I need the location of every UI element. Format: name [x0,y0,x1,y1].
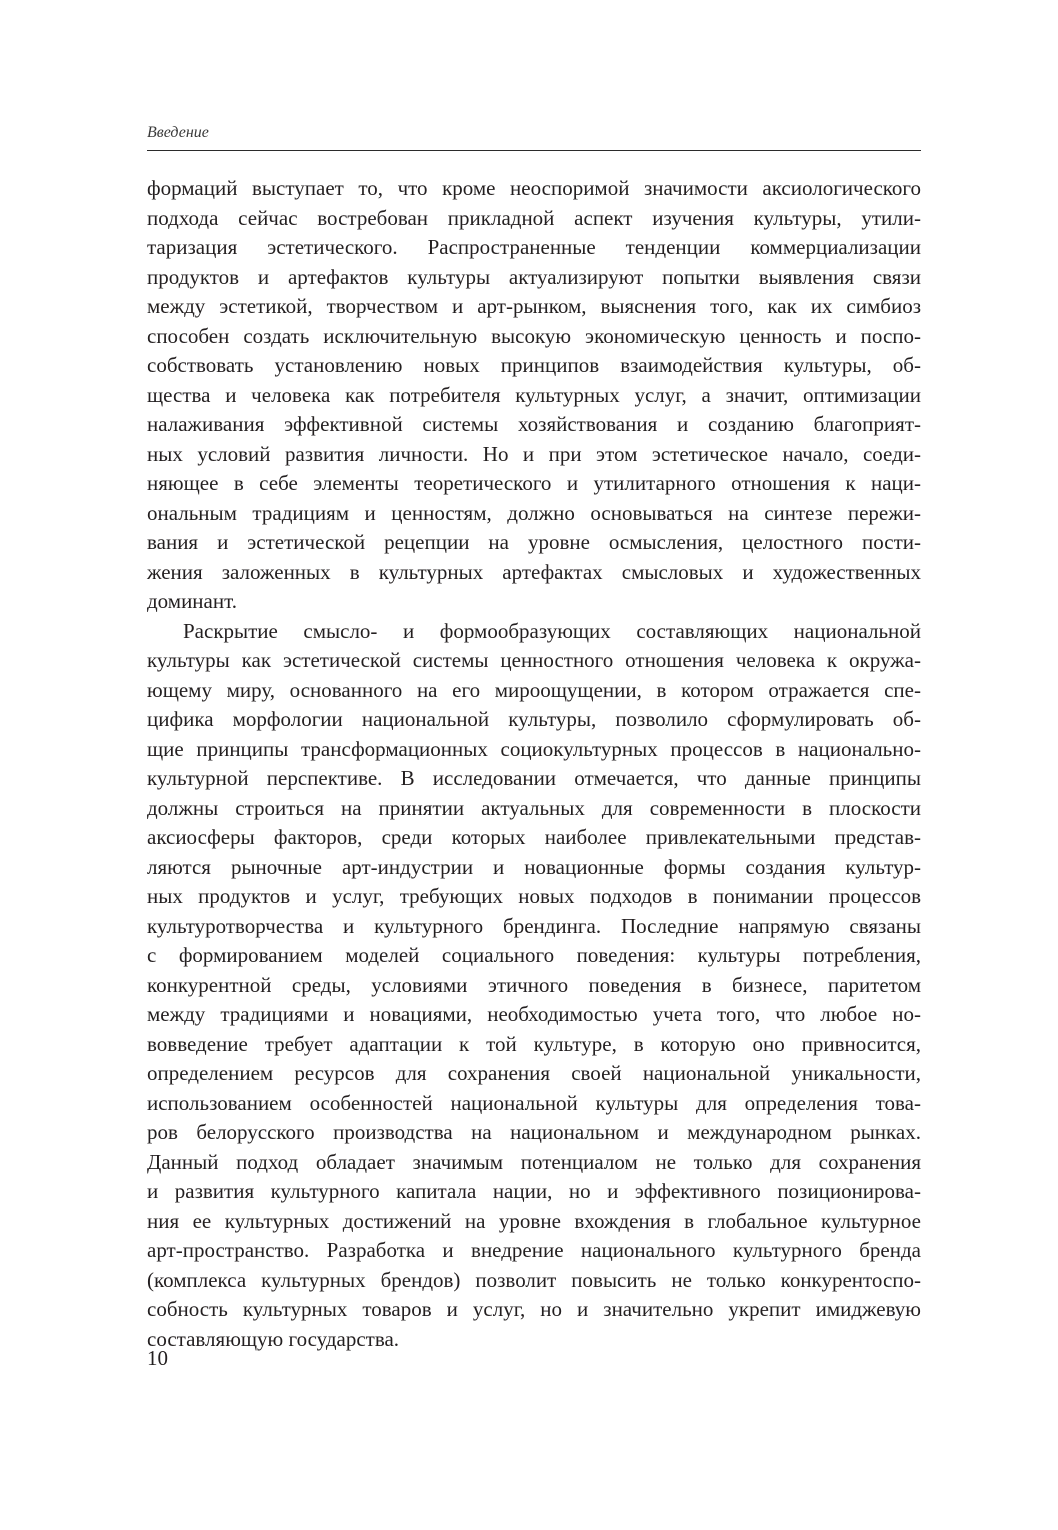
page-number: 10 [147,1346,168,1370]
text-line: жения заложенных в культурных артефактах смысловых и художественных [147,559,921,584]
text-line: использованием особенностей национальной культуры для определения това- [147,1090,921,1115]
text-line: культурной перспективе. В исследовании отмечается, что данные принципы [147,766,921,790]
text-line: с формированием моделей социального поведения: культуры потребления, [147,943,921,967]
text-line: способен создать исключительную высокую экономическую ценность и поспо- [147,323,921,348]
text-line: налаживания эффективной системы хозяйствования и созданию благоприят- [147,412,921,436]
text-line: ных условий развития личности. Но и при этом эстетическое начало, соеди- [147,441,921,466]
text-line: формаций выступает то, что кроме неоспоримой значимости аксиологического [147,176,921,200]
text-line: ных продуктов и услуг, требующих новых подходов в понимании процессов [147,884,921,908]
text-line: ющему миру, основанного на его мироощущении, в котором отражается спе- [147,677,921,702]
text-line: няющее в себе элементы теоретического и утилитарного отношения к наци- [147,471,921,495]
header-rule [147,150,921,151]
text-line: подхода сейчас востребован прикладной аспект изучения культуры, утили- [147,205,921,230]
text-line: ональным традициям и ценностям, должно основываться на синтезе пережи- [147,500,921,525]
text-line: должны строиться на принятии актуальных для современности в плоскости [147,795,921,820]
text-line: Раскрытие смысло- и формообразующих составляющих национальной [183,618,921,643]
text-line: щества и человека как потребителя культурных услуг, а значит, оптимизации [147,382,921,407]
text-line: составляющую государства. [147,1326,400,1351]
text-line: Данный подход обладает значимым потенциалом не только для сохранения [147,1149,921,1174]
text-line: продуктов и артефактов культуры актуализируют попытки выявления связи [147,264,921,289]
text-line: собность культурных товаров и услуг, но и значительно укрепит имиджевую [147,1297,921,1321]
running-head: Введение [147,124,209,141]
text-line: ляются рыночные арт-индустрии и новационные формы создания культур- [147,854,921,879]
text-line: и развития культурного капитала нации, но и эффективного позиционирова- [147,1179,921,1203]
text-line: ров белорусского производства на национальном и международном рынках. [147,1120,921,1144]
text-line: культуры как эстетической системы ценностного отношения человека к окружа- [147,648,921,672]
text-line: (комплекса культурных брендов) позволит повысить не только конкурентоспо- [147,1267,921,1292]
text-line: щие принципы трансформационных социокультурных процессов в национально- [147,736,921,761]
text-line: таризация эстетического. Распространенные тенденции коммерциализации [147,235,921,259]
body-text [147,174,921,1354]
text-line: арт-пространство. Разработка и внедрение национального культурного бренда [147,1238,921,1262]
text-line: цифика морфологии национальной культуры, позволило сформулировать об- [147,707,921,731]
text-line: ния ее культурных достижений на уровне вхождения в глобальное культурное [147,1208,921,1233]
text-line: между традициями и новациями, необходимостью учета того, что любое но- [147,1002,921,1026]
text-line: собствовать установлению новых принципов взаимодействия культуры, об- [147,353,921,377]
text-line: доминант. [147,589,237,613]
text-line: конкурентной среды, условиями этичного поведения в бизнесе, паритетом [147,972,921,997]
text-line: аксиосферы факторов, среди которых наиболее привлекательными представ- [147,825,921,849]
text-line: вовведение требует адаптации к той культуре, в которую оно привносится, [147,1031,921,1056]
text-line: культуротворчества и культурного брендинга. Последние напрямую связаны [147,913,921,938]
text-line: между эстетикой, творчеством и арт-рынком, выяснения того, как их симбиоз [147,294,921,318]
text-line: определением ресурсов для сохранения своей национальной уникальности, [147,1061,921,1085]
paragraph [147,174,921,617]
text-line: вания и эстетической рецепции на уровне осмысления, целостного пости- [147,530,921,554]
paragraph [147,617,921,1355]
